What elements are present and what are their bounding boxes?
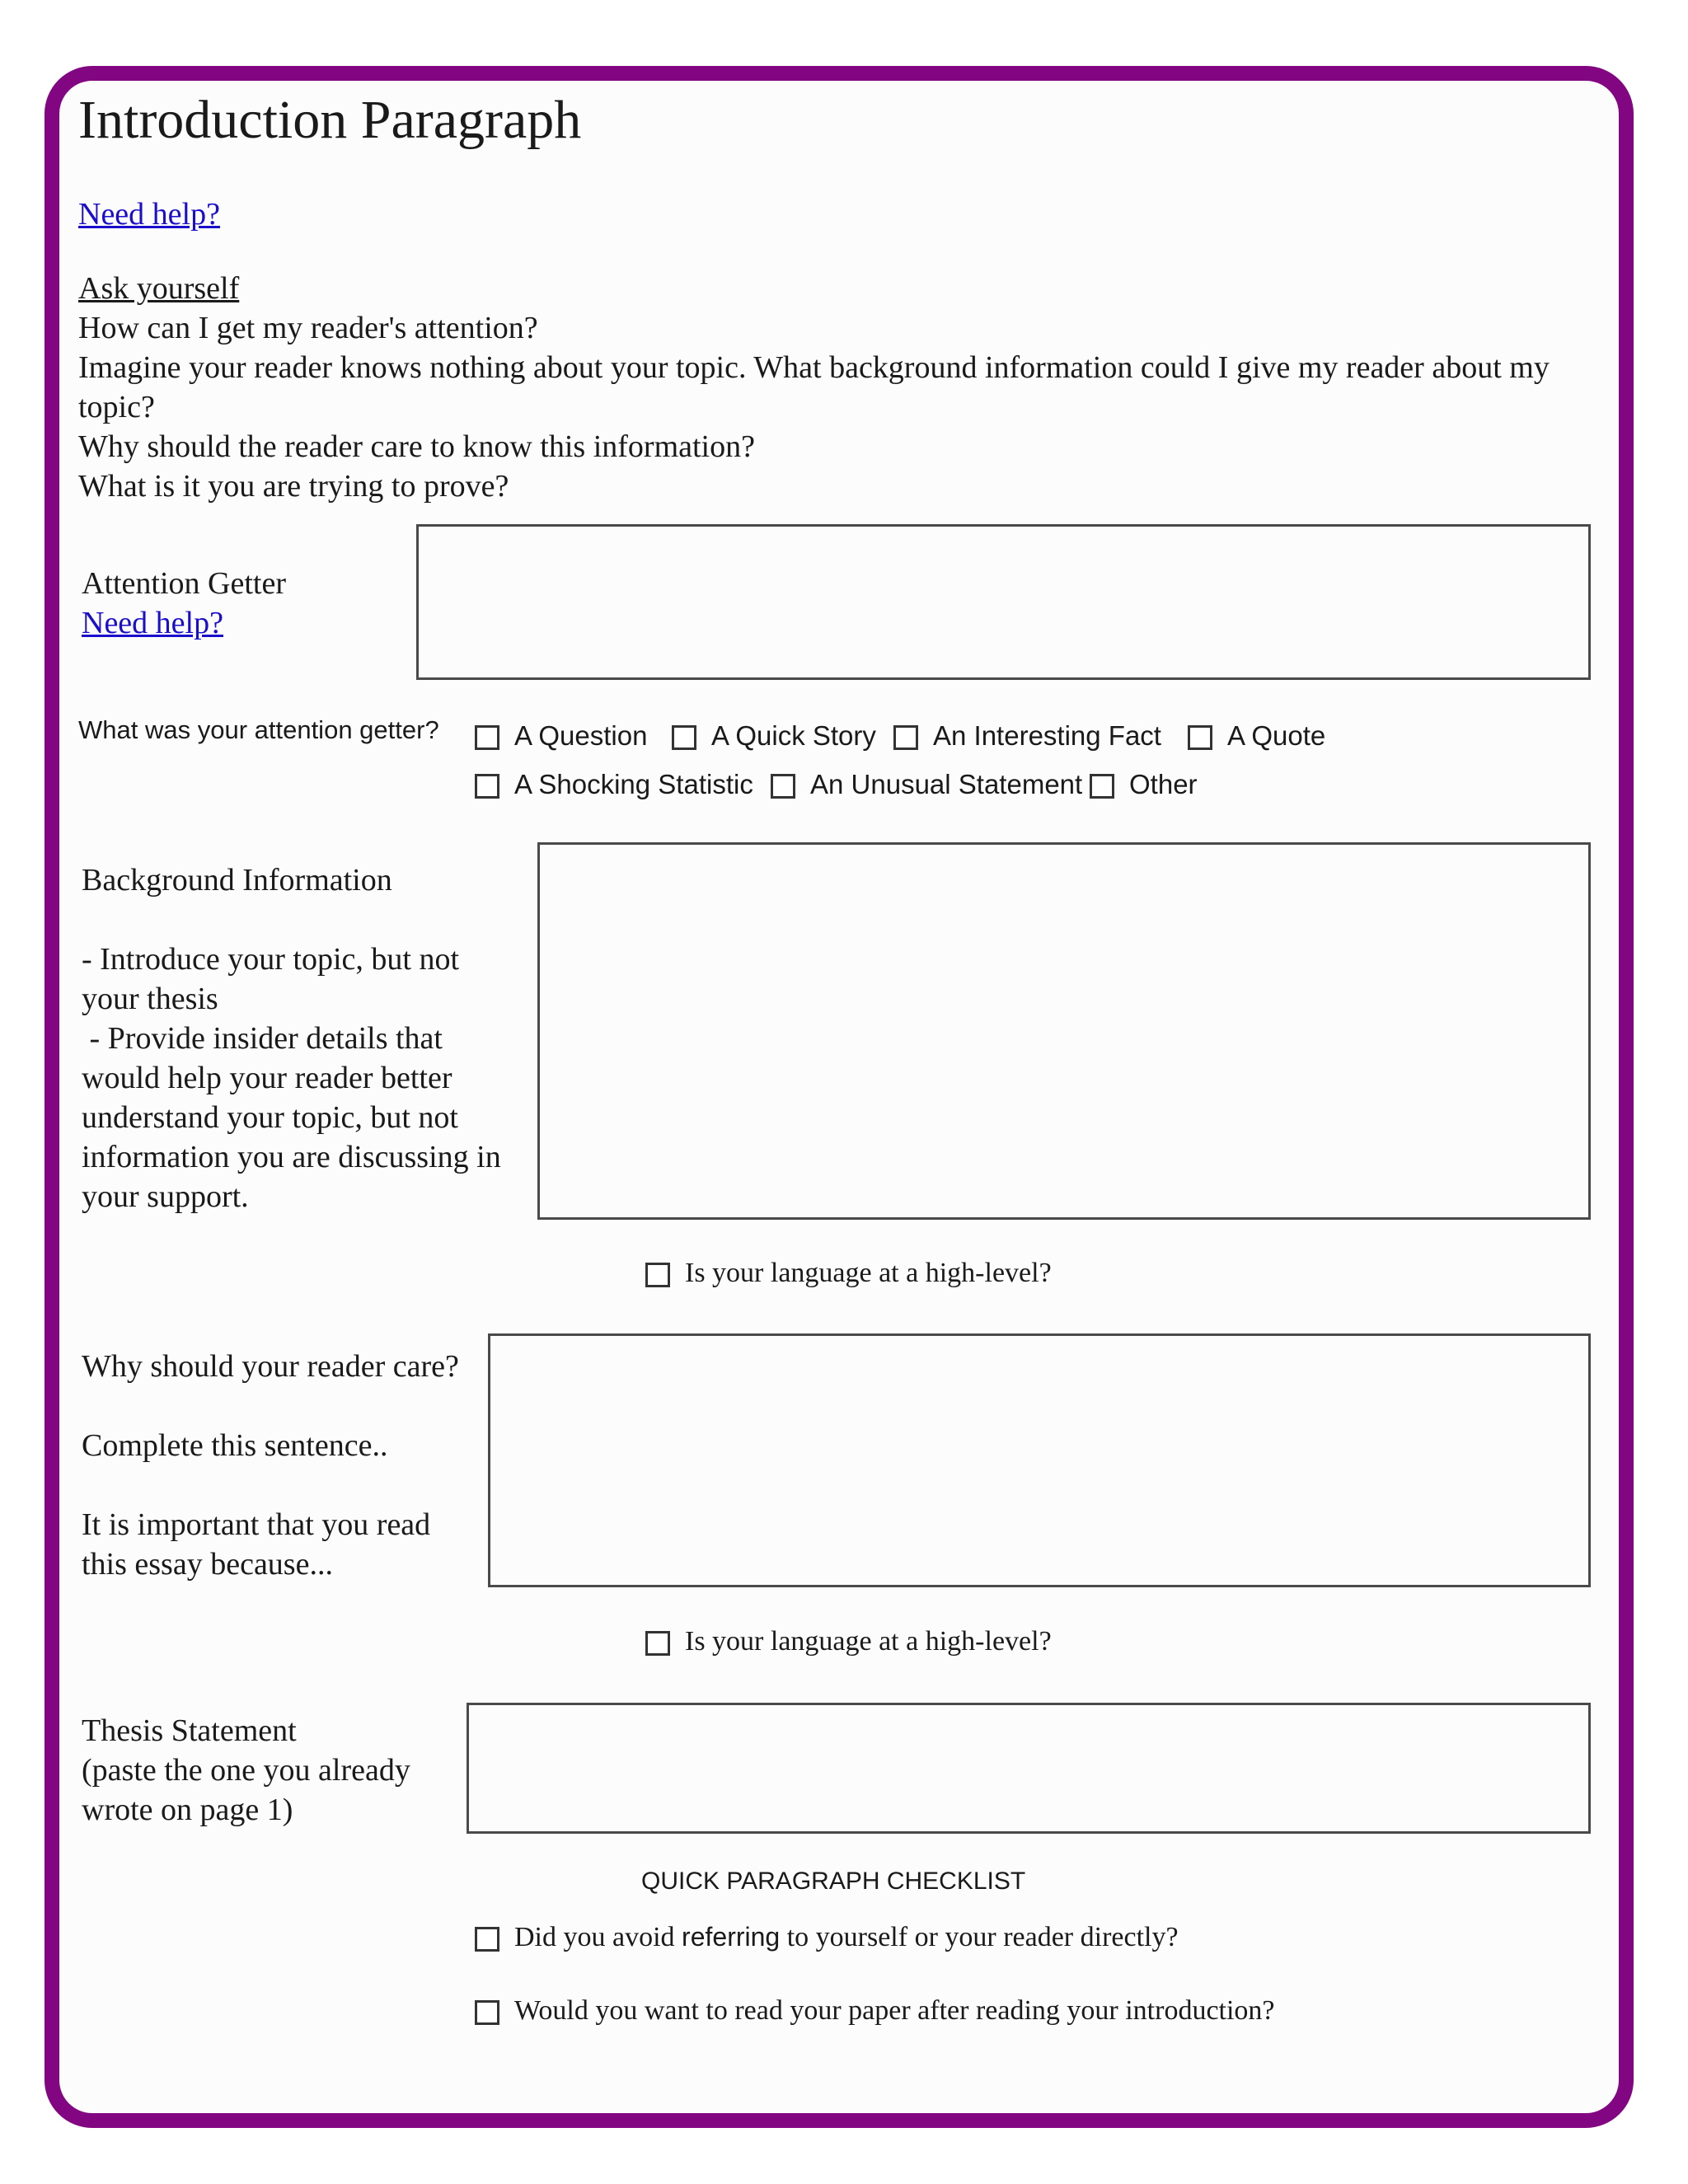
attention-getter-prompt: What was your attention getter? xyxy=(78,715,439,744)
option-interesting-fact-label: An Interesting Fact xyxy=(933,720,1161,751)
reader-care-section xyxy=(82,1347,459,1584)
option-quick-story-checkbox[interactable] xyxy=(672,725,696,750)
option-question[interactable] xyxy=(475,719,647,752)
thesis-label: Thesis Statement xyxy=(82,1713,297,1748)
ask-question-2: Imagine your reader knows nothing about your topic. What background information could I give my reader about my topic? xyxy=(78,350,1550,424)
background-line-7: your support. xyxy=(82,1179,249,1214)
page-title: Introduction Paragraph xyxy=(78,90,582,150)
checklist-item-read-paper[interactable] xyxy=(475,1994,1275,2027)
ask-question-1: How can I get my reader's attention? xyxy=(78,311,538,345)
option-shocking-statistic-checkbox[interactable] xyxy=(475,774,499,799)
thesis-note-1: (paste the one you already xyxy=(82,1753,410,1788)
option-unusual-statement-label: An Unusual Statement xyxy=(810,769,1083,799)
checklist-item-avoid-referring[interactable] xyxy=(475,1920,1179,1954)
background-language-checkbox[interactable] xyxy=(645,1263,670,1287)
checklist-item-1-text-a: Did you avoid xyxy=(514,1922,682,1952)
option-shocking-statistic-label: A Shocking Statistic xyxy=(514,769,753,799)
option-question-label: A Question xyxy=(514,720,648,751)
option-other-checkbox[interactable] xyxy=(1090,774,1114,799)
background-line-4: would help your reader better xyxy=(82,1061,452,1095)
reader-care-starter-2: this essay because... xyxy=(82,1547,333,1582)
care-language-checkbox[interactable] xyxy=(645,1631,670,1656)
checklist-heading: QUICK PARAGRAPH CHECKLIST xyxy=(641,1868,1026,1895)
option-interesting-fact[interactable] xyxy=(893,719,1161,752)
background-line-3: - Provide insider details that xyxy=(82,1021,443,1056)
background-line-2: your thesis xyxy=(82,982,218,1016)
option-unusual-statement-checkbox[interactable] xyxy=(771,774,795,799)
option-quote-checkbox[interactable] xyxy=(1188,725,1212,750)
option-quick-story-label: A Quick Story xyxy=(711,720,876,751)
option-quote[interactable] xyxy=(1188,719,1325,752)
checklist-item-1-emphasis: referring xyxy=(682,1922,781,1952)
option-other-label: Other xyxy=(1129,769,1198,799)
reader-care-instruction: Complete this sentence.. xyxy=(82,1428,388,1463)
care-language-label: Is your language at a high-level? xyxy=(685,1626,1052,1657)
option-question-checkbox[interactable] xyxy=(475,725,499,750)
option-quick-story[interactable] xyxy=(672,719,876,752)
thesis-section xyxy=(82,1711,410,1830)
thesis-input[interactable] xyxy=(467,1703,1591,1834)
background-info-input[interactable] xyxy=(537,842,1591,1220)
checklist-item-1-checkbox[interactable] xyxy=(475,1927,499,1952)
background-language-label: Is your language at a high-level? xyxy=(685,1258,1052,1288)
checklist-item-2-checkbox[interactable] xyxy=(475,2000,499,2025)
attention-getter-input[interactable] xyxy=(416,524,1591,680)
background-info-label: Background Information xyxy=(82,863,392,898)
attention-getter-label: Attention Getter xyxy=(82,566,286,601)
ask-question-3: Why should the reader care to know this information? xyxy=(78,429,755,464)
reader-care-label: Why should your reader care? xyxy=(82,1349,459,1384)
option-interesting-fact-checkbox[interactable] xyxy=(893,725,918,750)
checklist-item-2-label: Would you want to read your paper after reading your introduction? xyxy=(514,1995,1275,2026)
background-line-1: - Introduce your topic, but not xyxy=(82,942,460,977)
reader-care-starter-1: It is important that you read xyxy=(82,1507,431,1542)
background-info-section xyxy=(82,860,501,1216)
background-language-check[interactable] xyxy=(645,1257,1052,1290)
option-unusual-statement[interactable] xyxy=(771,768,1082,801)
attention-help-link[interactable]: Need help? xyxy=(82,606,223,640)
option-other[interactable] xyxy=(1090,768,1198,801)
ask-question-4: What is it you are trying to prove? xyxy=(78,469,509,504)
background-line-5: understand your topic, but not xyxy=(82,1100,458,1135)
care-language-check[interactable] xyxy=(645,1625,1052,1658)
ask-yourself-heading: Ask yourself xyxy=(78,271,240,306)
option-quote-label: A Quote xyxy=(1227,720,1326,751)
reader-care-input[interactable] xyxy=(488,1333,1591,1587)
background-line-6: information you are discussing in xyxy=(82,1140,501,1174)
thesis-note-2: wrote on page 1) xyxy=(82,1793,293,1827)
checklist-item-1-text-b: to yourself or your reader directly? xyxy=(780,1922,1179,1952)
need-help-link[interactable]: Need help? xyxy=(78,197,220,232)
ask-yourself-section xyxy=(78,269,1628,506)
option-shocking-statistic[interactable] xyxy=(475,768,753,801)
